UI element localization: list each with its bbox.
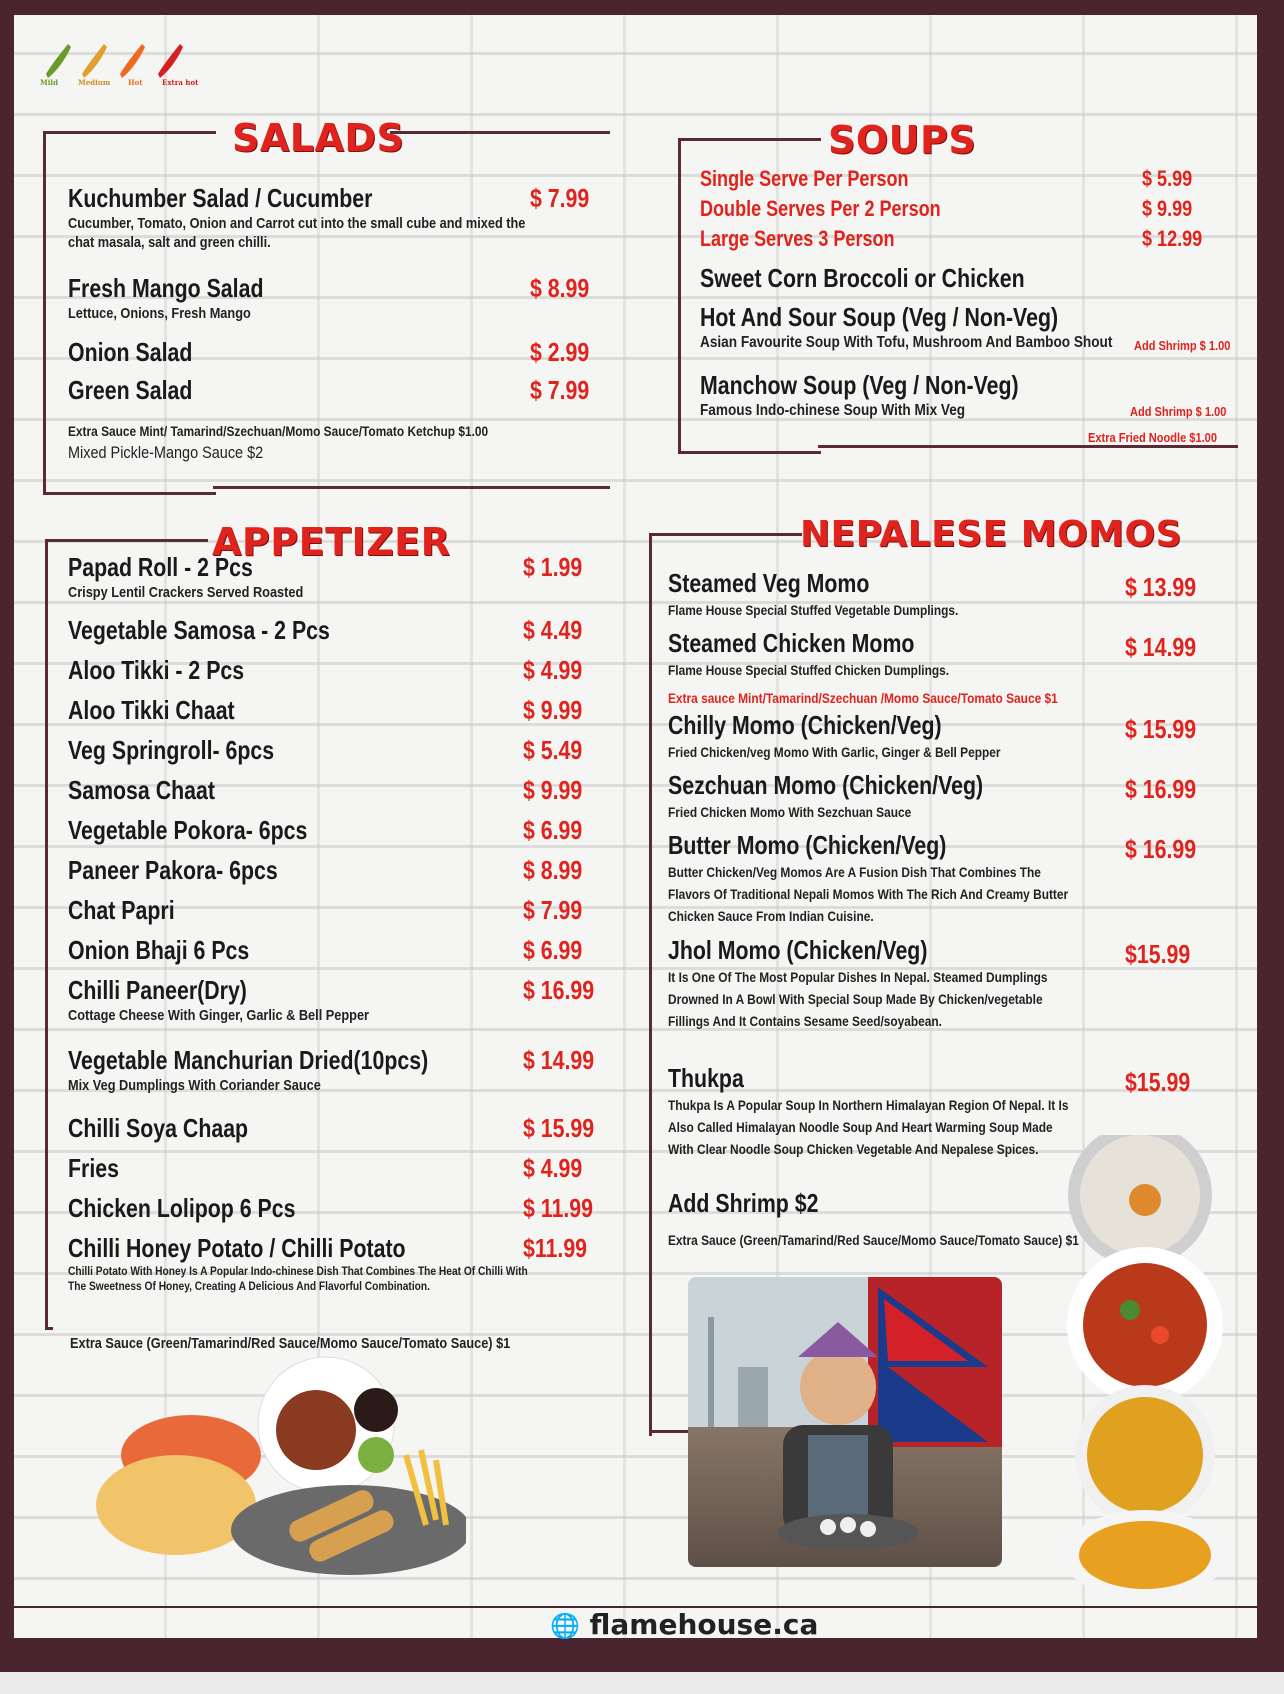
item-name: Manchow Soup (Veg / Non-Veg) xyxy=(700,370,1019,400)
globe-icon: 🌐 xyxy=(550,1612,580,1640)
soup-item xyxy=(700,370,1089,420)
add-shrimp-note: Add Shrimp $ 1.00 xyxy=(1134,338,1231,353)
appetizer-item xyxy=(68,1113,288,1144)
item-name: Green Salad xyxy=(68,375,193,405)
item-name: Steamed Chicken Momo xyxy=(668,628,915,658)
item-desc: Chilli Potato With Honey Is A Popular Indo-chinese Dish That Combines The Heat Of Chilli With The Sweetness Of Honey, Creating A Delicious And Flavorful Combination. xyxy=(68,1264,528,1293)
appetizer-item xyxy=(68,552,345,602)
item-price: $15.99 xyxy=(1125,939,1191,969)
momo-item xyxy=(668,935,1148,1032)
item-price: $ 4.49 xyxy=(523,615,583,645)
soup-size-label: Double Serves Per 2 Person xyxy=(700,196,941,221)
appetizer-item xyxy=(68,775,247,806)
item-name: Sweet Corn Broccoli or Chicken xyxy=(700,263,1025,293)
item-name: Chicken Lolipop 6 Pcs xyxy=(68,1193,296,1223)
chef-photo xyxy=(688,1277,1002,1567)
appetizer-food-image xyxy=(86,1355,466,1585)
item-name: Paneer Pakora- 6pcs xyxy=(68,855,278,885)
item-name: Chat Papri xyxy=(68,895,175,925)
momo-item xyxy=(668,770,1052,823)
legend-hot: Hot xyxy=(128,78,143,87)
item-price: $ 16.99 xyxy=(1125,774,1197,804)
item-desc: Butter Chicken/Veg Momos Are A Fusion Dish That Combines The Flavors Of Traditional Nepali Momos With The Rich And Creamy Butter Chicken Sauce From Indian Cuisine. xyxy=(668,864,1069,924)
item-price: $ 14.99 xyxy=(1125,632,1197,662)
extra-noodle-note: Extra Fried Noodle $1.00 xyxy=(1088,430,1217,445)
item-price: $ 8.99 xyxy=(530,273,590,303)
item-name: Thukpa xyxy=(668,1063,744,1093)
item-price: $ 6.99 xyxy=(523,935,583,965)
appetizer-item xyxy=(68,695,271,726)
appetizer-item xyxy=(68,615,387,646)
legend-mild: Mild xyxy=(40,78,58,87)
appetizer-note: Extra Sauce (Green/Tamarind/Red Sauce/Momo Sauce/Tomato Sauce) $1 xyxy=(70,1335,511,1352)
item-desc: Thukpa Is A Popular Soup In Northern Himalayan Region Of Nepal. It Is Also Called Himalayan Noodle Soup And Heart Warming Soup Made With Clear Noodle Soup Chicken Vegetable And Nepalese Spices. xyxy=(668,1097,1069,1157)
item-desc: Lettuce, Onions, Fresh Mango xyxy=(68,305,251,322)
spice-legend xyxy=(38,38,208,93)
item-price: $ 5.49 xyxy=(523,735,583,765)
item-price: $11.99 xyxy=(523,1233,588,1263)
appetizer-item xyxy=(68,1153,130,1184)
item-price: $ 4.99 xyxy=(523,655,583,685)
item-name: Aloo Tikki Chaat xyxy=(68,695,235,725)
item-price: $ 9.99 xyxy=(523,695,583,725)
item-price: $15.99 xyxy=(1125,1067,1191,1097)
legend-medium: Medium xyxy=(78,78,111,87)
salads-box-bottom xyxy=(213,486,610,489)
item-price: $ 13.99 xyxy=(1125,572,1197,602)
momo-item xyxy=(668,830,1148,927)
appetizer-box-foot xyxy=(45,1327,53,1330)
item-name: Chilli Paneer(Dry) xyxy=(68,975,247,1005)
item-price: $ 15.99 xyxy=(1125,714,1197,744)
appetizer-item xyxy=(68,895,198,926)
appetizer-item xyxy=(68,1193,345,1224)
soup-size-price: $ 9.99 xyxy=(1142,196,1193,221)
item-price: $ 15.99 xyxy=(523,1113,595,1143)
soup-size-price: $ 12.99 xyxy=(1142,226,1203,251)
momo-extra-sauce: Extra sauce Mint/Tamarind/Szechuan /Momo Sauce/Tomato Sauce $1 xyxy=(668,690,1058,706)
item-price: $ 4.99 xyxy=(523,1153,583,1183)
item-name: Steamed Veg Momo xyxy=(668,568,870,598)
item-desc: Cucumber, Tomato, Onion and Carrot cut into the small cube and mixed the chat masala, salt and green chilli. xyxy=(68,215,526,251)
item-price: $ 16.99 xyxy=(523,975,595,1005)
item-price: $ 6.99 xyxy=(523,815,583,845)
salad-item xyxy=(68,375,220,406)
item-desc: Cottage Cheese With Ginger, Garlic & Bell Pepper xyxy=(68,1007,370,1024)
item-name: Chilli Honey Potato / Chilli Potato xyxy=(68,1233,406,1263)
item-price: $ 7.99 xyxy=(523,895,583,925)
item-price: $ 8.99 xyxy=(523,855,583,885)
footer xyxy=(550,1608,818,1641)
soup-item xyxy=(700,302,1185,352)
appetizer-title: APPETIZER xyxy=(212,520,451,564)
item-name: Aloo Tikki - 2 Pcs xyxy=(68,655,245,685)
item-price: $ 9.99 xyxy=(523,775,583,805)
salads-title: SALADS xyxy=(232,116,405,160)
bottom-strip xyxy=(0,1672,1284,1694)
item-name: Kuchumber Salad / Cucumber xyxy=(68,183,373,213)
item-name: Vegetable Pokora- 6pcs xyxy=(68,815,308,845)
appetizer-item xyxy=(68,735,319,766)
item-desc: Fried Chicken Momo With Sezchuan Sauce xyxy=(668,804,912,820)
item-name: Papad Roll - 2 Pcs xyxy=(68,552,253,582)
add-shrimp-note: Add Shrimp $ 1.00 xyxy=(1130,404,1227,419)
item-price: $ 14.99 xyxy=(523,1045,595,1075)
item-desc: Fried Chicken/veg Momo With Garlic, Ginger & Bell Pepper xyxy=(668,744,1001,760)
salad-item xyxy=(68,273,306,323)
appetizer-item xyxy=(68,655,283,686)
item-name: Fresh Mango Salad xyxy=(68,273,264,303)
item-name: Vegetable Samosa - 2 Pcs xyxy=(68,615,330,645)
momo-item xyxy=(668,628,999,681)
item-name: Samosa Chaat xyxy=(68,775,215,805)
momo-note: Extra Sauce (Green/Tamarind/Red Sauce/Momo Sauce/Tomato Sauce) $1 xyxy=(668,1232,1079,1248)
soup-size-label: Single Serve Per Person xyxy=(700,166,909,191)
item-name: Onion Salad xyxy=(68,337,193,367)
item-name: Chilli Soya Chaap xyxy=(68,1113,249,1143)
soups-box-bottom xyxy=(818,445,1238,448)
item-name: Add Shrimp $2 xyxy=(668,1188,819,1218)
momo-food-images xyxy=(1060,1135,1240,1595)
website-link[interactable]: flamehouse.ca xyxy=(589,1608,819,1641)
item-name: Sezchuan Momo (Chicken/Veg) xyxy=(668,770,984,800)
soup-size-price: $ 5.99 xyxy=(1142,166,1193,191)
momo-item xyxy=(668,568,1010,621)
salads-note: Extra Sauce Mint/ Tamarind/Szechuan/Momo Sauce/Tomato Ketchup $1.00 xyxy=(68,423,489,439)
item-desc: Flame House Special Stuffed Vegetable Dumplings. xyxy=(668,602,959,618)
item-name: Onion Bhaji 6 Pcs xyxy=(68,935,250,965)
item-price: $ 16.99 xyxy=(1125,834,1197,864)
item-name: Veg Springroll- 6pcs xyxy=(68,735,275,765)
item-price: $ 11.99 xyxy=(523,1193,593,1223)
salad-item xyxy=(68,337,220,368)
item-desc: Flame House Special Stuffed Chicken Dumplings. xyxy=(668,662,950,678)
chef-photo-illustration xyxy=(688,1277,1002,1567)
appetizer-item xyxy=(68,1045,507,1095)
item-price: $ 1.99 xyxy=(523,552,583,582)
item-name: Butter Momo (Chicken/Veg) xyxy=(668,830,947,860)
appetizer-item xyxy=(68,935,289,966)
appetizer-item xyxy=(68,855,324,886)
item-name: Jhol Momo (Chicken/Veg) xyxy=(668,935,928,965)
item-name: Hot And Sour Soup (Veg / Non-Veg) xyxy=(700,302,1059,332)
legend-extra-hot: Extra hot xyxy=(162,78,199,87)
salad-item xyxy=(68,183,538,252)
item-desc: Mix Veg Dumplings With Coriander Sauce xyxy=(68,1077,321,1094)
item-desc: Famous Indo-chinese Soup With Mix Veg xyxy=(700,402,966,419)
momo-item xyxy=(668,1188,851,1219)
item-price: $ 7.99 xyxy=(530,183,590,213)
soups-title: SOUPS xyxy=(828,118,977,162)
item-desc: Asian Favourite Soup With Tofu, Mushroom And Bamboo Shout xyxy=(700,334,1113,351)
momos-title: NEPALESE MOMOS xyxy=(800,514,1183,555)
momos-box-foot xyxy=(649,1430,689,1433)
soup-item xyxy=(700,263,1096,294)
item-name: Chilly Momo (Chicken/Veg) xyxy=(668,710,942,740)
item-name: Vegetable Manchurian Dried(10pcs) xyxy=(68,1045,429,1075)
item-desc: Crispy Lentil Crackers Served Roasted xyxy=(68,584,304,601)
appetizer-item xyxy=(68,815,360,846)
item-price: $ 2.99 xyxy=(530,337,590,367)
appetizer-item xyxy=(68,975,422,1025)
item-price: $ 7.99 xyxy=(530,375,590,405)
item-name: Fries xyxy=(68,1153,119,1183)
salads-box-top-right xyxy=(390,131,610,134)
salads-note-2: Mixed Pickle-Mango Sauce $2 xyxy=(68,443,264,462)
momo-item xyxy=(668,710,1059,763)
soup-size-label: Large Serves 3 Person xyxy=(700,226,895,251)
item-desc: It Is One Of The Most Popular Dishes In Nepal. Steamed Dumplings Drowned In A Bowl With Special Soup Made By Chicken/vegetable Fillings And It Contains Sesame Seed/soyabean. xyxy=(668,969,1048,1029)
